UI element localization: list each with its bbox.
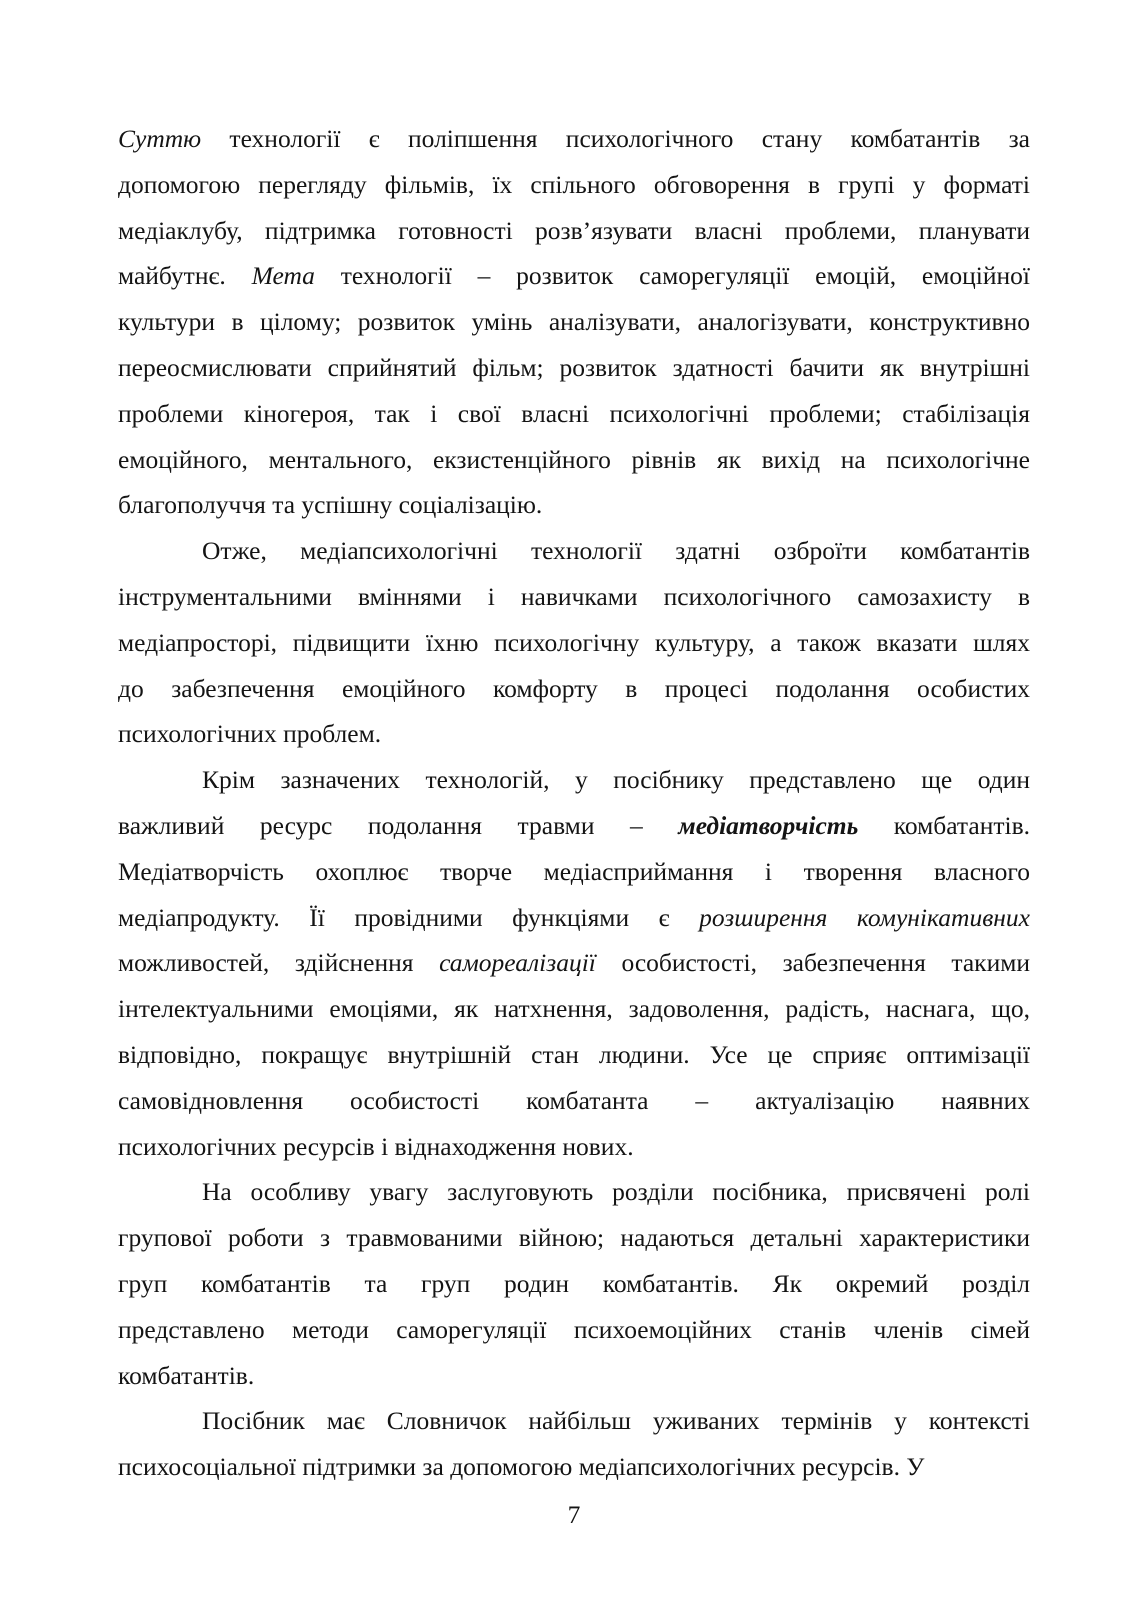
text-line: емоційного, ментального, екзистенційного рівнів як вихід на психологічне [118, 444, 1030, 474]
text-line: переосмислювати сприйнятий фільм; розвиток здатності бачити як внутрішні [118, 352, 1030, 382]
text-line: психосоціальної підтримки за допомогою медіапсихологічних ресурсів. У [118, 1452, 925, 1482]
text-line: комбатантів. [118, 1360, 255, 1390]
text-line: представлено методи саморегуляції психоемоційних станів членів сімей [118, 1314, 1030, 1344]
text-line: психологічних ресурсів і віднаходження нових. [118, 1131, 634, 1161]
text-line: Крім зазначених технологій, у посібнику представлено ще один [202, 765, 1030, 795]
page-footer [118, 1492, 1030, 1538]
text-line: Суттю технології є поліпшення психологічного стану комбатантів за [118, 124, 1030, 153]
paragraph [118, 528, 1030, 757]
text-line: майбутнє. Мета технології – розвиток саморегуляції емоцій, емоційної [118, 261, 1030, 291]
text-line: проблеми кіногероя, так і свої власні психологічні проблеми; стабілізація [118, 398, 1030, 428]
text-line: На особливу увагу заслуговують розділи посібника, присвячені ролі [202, 1177, 1030, 1207]
text-line: медіаклубу, підтримка готовності розв’язувати власні проблеми, планувати [118, 215, 1030, 245]
text-line: можливостей, здійснення самореалізації особистості, забезпечення такими [118, 948, 1030, 978]
text-line: медіапросторі, підвищити їхню психологічну культуру, а також вказати шлях [118, 627, 1030, 657]
paragraph [118, 1398, 1030, 1490]
text-line: культури в цілому; розвиток умінь аналізувати, аналогізувати, конструктивно [118, 307, 1030, 337]
page-number: 7 [567, 1500, 581, 1529]
text-line: психологічних проблем. [118, 719, 382, 749]
text-line: допомогою перегляду фільмів, їх спільного обговорення в групі у форматі [118, 169, 1030, 199]
text-line: Отже, медіапсихологічні технології здатні озброїти комбатантів [202, 536, 1030, 566]
text-line: благополуччя та успішну соціалізацію. [118, 490, 543, 520]
paragraph [118, 757, 1030, 1169]
paragraph [118, 116, 1030, 528]
text-line: відповідно, покращує внутрішній стан людини. Усе це сприяє оптимізації [118, 1039, 1030, 1069]
text-block [118, 116, 1030, 1490]
text-line: Посібник має Словничок найбільш уживаних термінів у контексті [202, 1406, 1030, 1436]
text-line: медіапродукту. Її провідними функціями є розширення комунікативних [118, 902, 1030, 932]
text-line: до забезпечення емоційного комфорту в процесі подолання особистих [118, 673, 1030, 703]
text-line: Медіатворчість охоплює творче медіасприймання і творення власного [118, 856, 1030, 886]
text-line: груп комбатантів та груп родин комбатантів. Як окремий розділ [118, 1268, 1030, 1298]
text-line: важливий ресурс подолання травми – медіатворчість комбатантів. [118, 810, 1030, 840]
text-line: інтелектуальними емоціями, як натхнення, задоволення, радість, наснага, що, [118, 994, 1030, 1024]
text-line: інструментальними вміннями і навичками психологічного самозахисту в [118, 581, 1030, 611]
text-line: самовідновлення особистості комбатанта – актуалізацію наявних [118, 1085, 1030, 1115]
paragraph [118, 1169, 1030, 1398]
text-line: групової роботи з травмованими війною; надаються детальні характеристики [118, 1223, 1030, 1253]
